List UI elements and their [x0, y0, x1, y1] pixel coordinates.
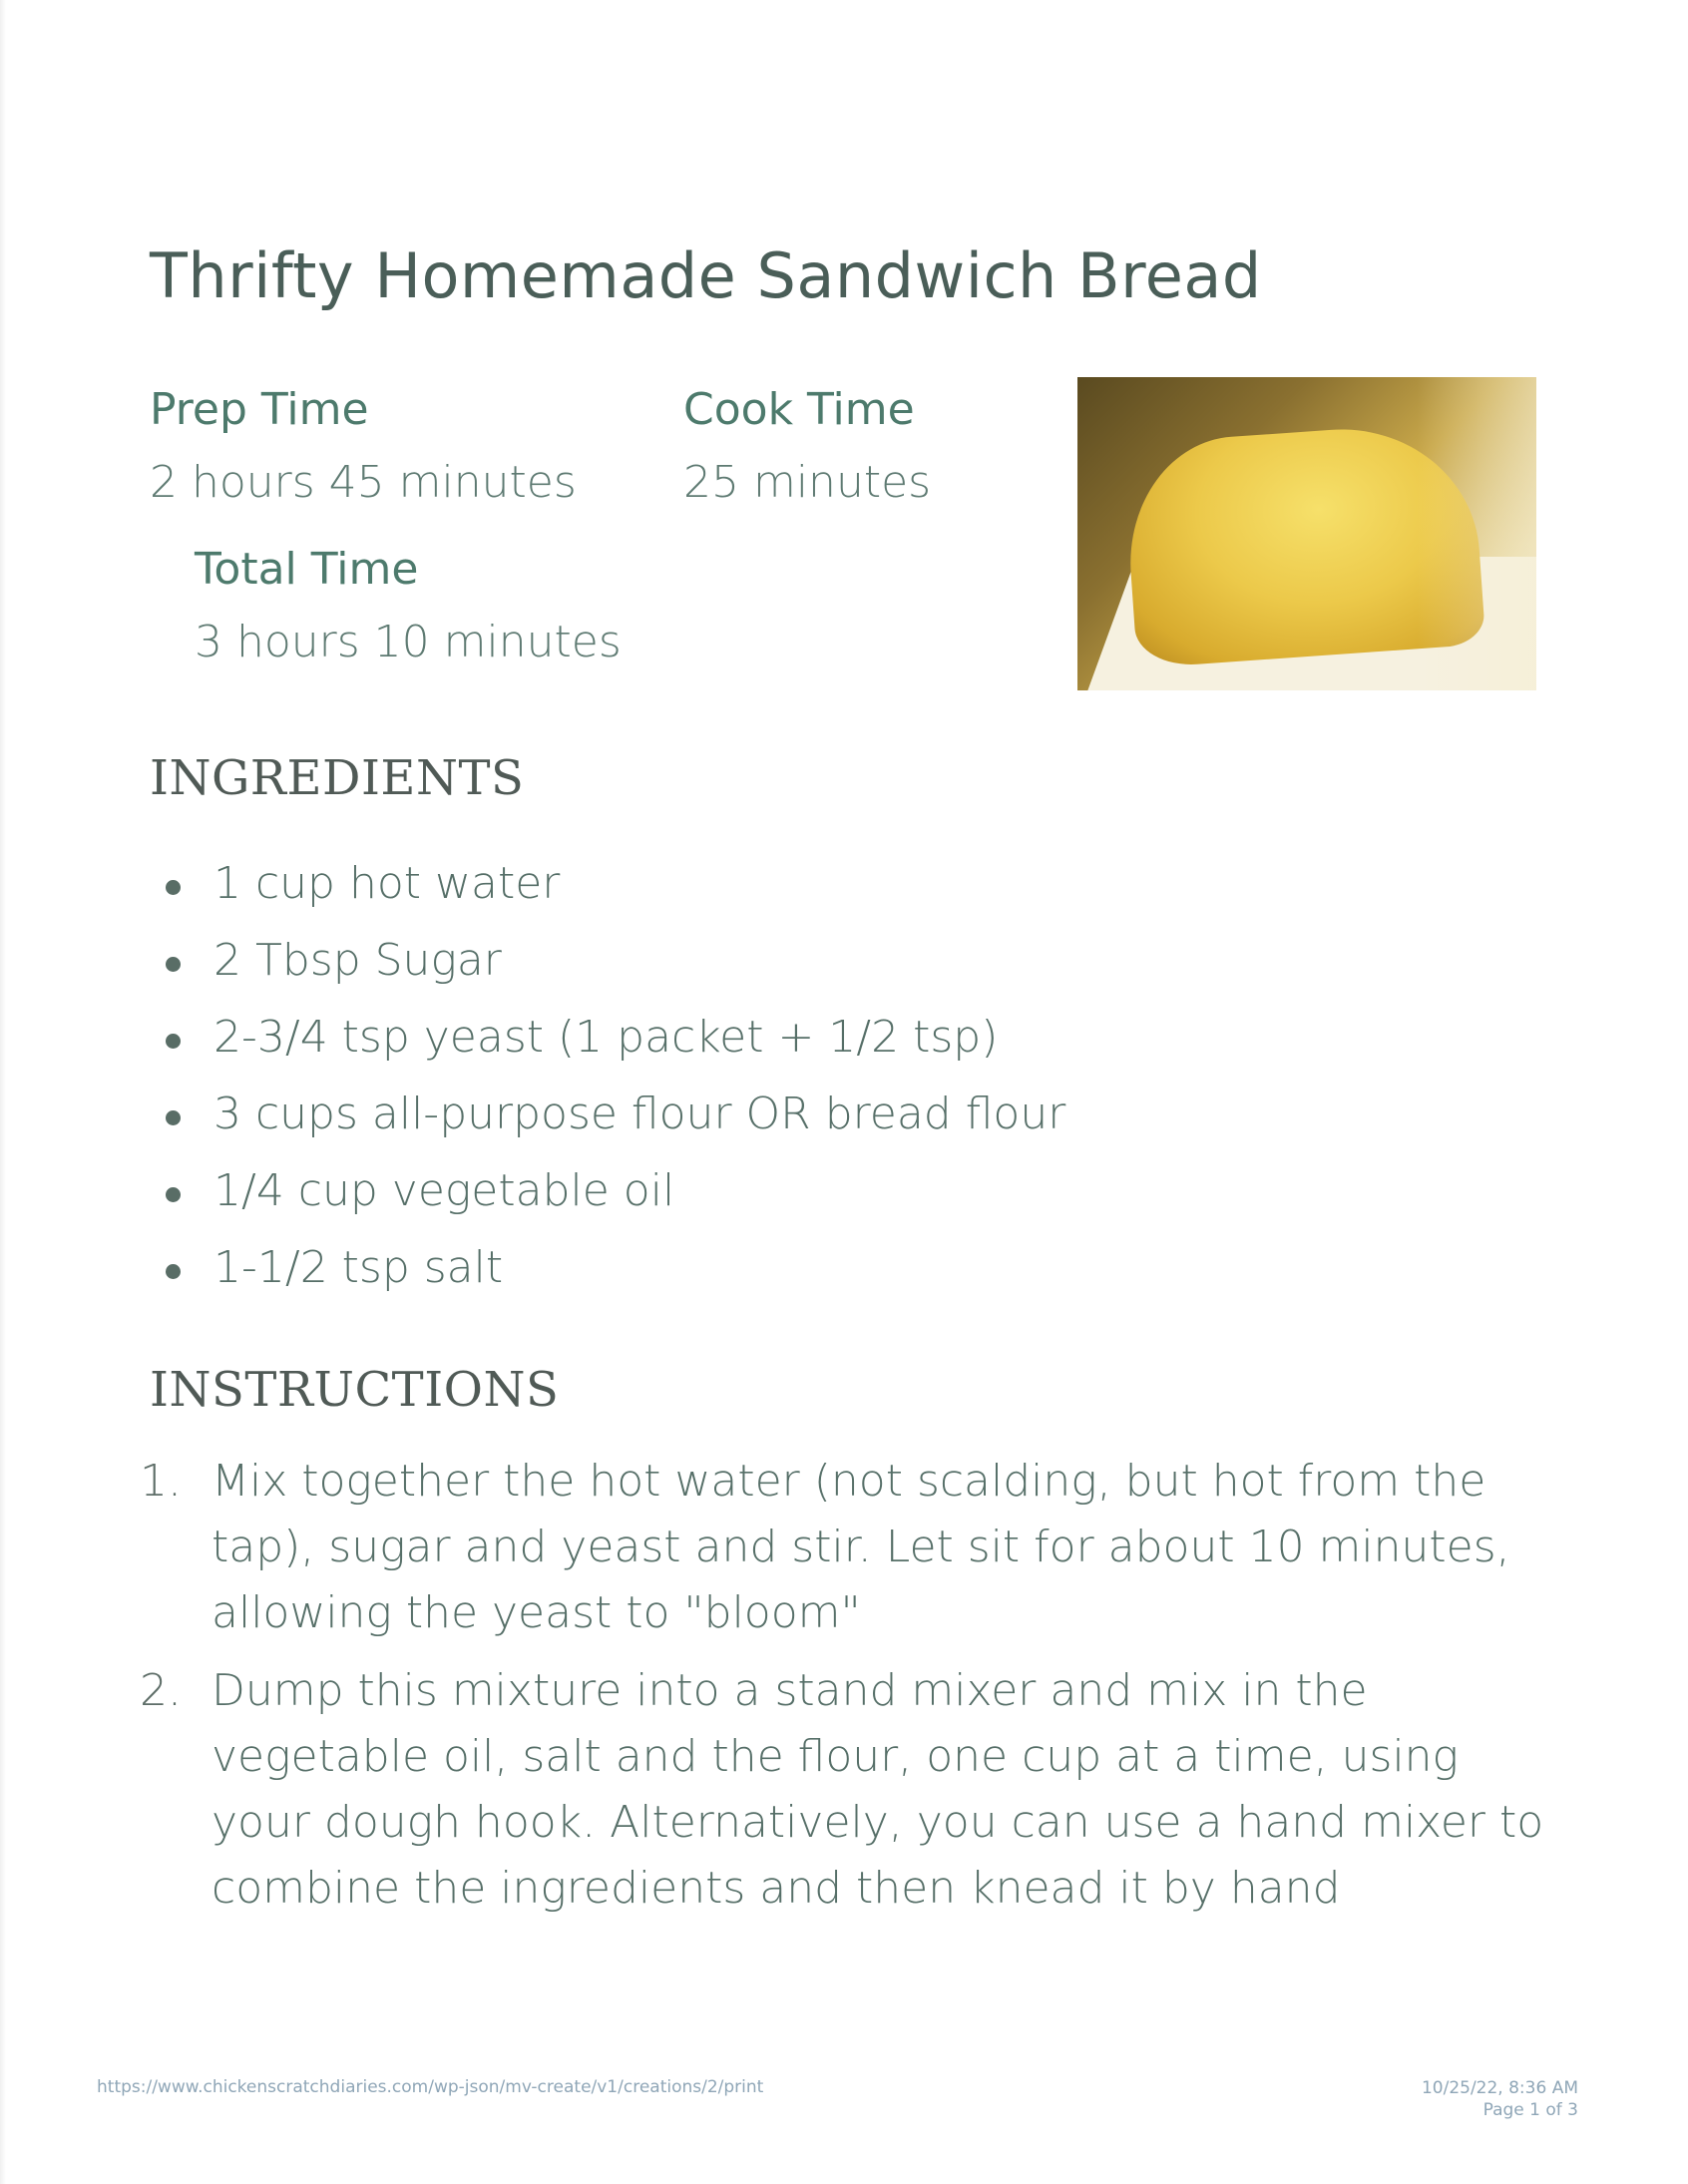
bullet-icon: [166, 880, 181, 895]
step-text: Mix together the hot water (not scalding, but hot from the tap), sugar and yeast and stir. Let sit for about 10 minutes, allowing the yeast to "bloom": [211, 1456, 1510, 1638]
ingredient-text: 1-1/2 tsp salt: [213, 1242, 504, 1293]
total-time-label: Total Time: [195, 544, 419, 595]
footer-page-number: Page 1 of 3: [1482, 2100, 1578, 2120]
step-number: 2.: [140, 1665, 182, 1716]
ingredients-list: [150, 858, 1065, 1319]
ingredient-item: [150, 858, 1065, 935]
ingredient-text: 2 Tbsp Sugar: [213, 935, 502, 986]
footer-datetime: 10/25/22, 8:36 AM: [1421, 2078, 1578, 2098]
total-time-value: 3 hours 10 minutes: [195, 617, 622, 667]
bullet-icon: [166, 1034, 181, 1049]
cook-time-block: [683, 384, 931, 508]
ingredient-text: 1/4 cup vegetable oil: [213, 1165, 675, 1216]
photo-highlight: [1417, 377, 1536, 690]
ingredient-text: 2-3/4 tsp yeast (1 packet + 1/2 tsp): [213, 1012, 999, 1063]
instruction-step: [140, 1449, 1556, 1646]
footer-meta: [1422, 2077, 1578, 2121]
instructions-list: [140, 1449, 1556, 1934]
ingredient-item: [150, 1165, 1065, 1242]
prep-time-label: Prep Time: [150, 384, 369, 435]
total-time-block: [195, 544, 622, 667]
recipe-title: Thrifty Homemade Sandwich Bread: [150, 239, 1262, 312]
step-number: 1.: [140, 1456, 182, 1507]
ingredient-item: [150, 1242, 1065, 1319]
footer-url: https://www.chickenscratchdiaries.com/wp-json/mv-create/v1/creations/2/print: [97, 2077, 764, 2097]
ingredient-item: [150, 1012, 1065, 1089]
ingredient-text: 3 cups all-purpose flour OR bread flour: [213, 1089, 1066, 1139]
scan-edge-shadow: [0, 0, 6, 2184]
prep-time-block: [150, 384, 577, 508]
ingredient-item: [150, 935, 1065, 1012]
bullet-icon: [166, 957, 181, 972]
bullet-icon: [166, 1110, 181, 1125]
instruction-step: [140, 1658, 1556, 1922]
instructions-heading: INSTRUCTIONS: [150, 1362, 560, 1418]
ingredient-item: [150, 1089, 1065, 1165]
bread-loaf-photo: [1077, 377, 1536, 690]
ingredient-text: 1 cup hot water: [213, 858, 561, 909]
prep-time-value: 2 hours 45 minutes: [150, 457, 577, 508]
cook-time-label: Cook Time: [683, 384, 915, 435]
ingredients-heading: INGREDIENTS: [150, 750, 525, 806]
step-text: Dump this mixture into a stand mixer and mix in the vegetable oil, salt and the flour, one cup at a time, using your dough hook. Alternatively, you can use a hand mixer to combine the ingredients and then knead it by hand: [211, 1665, 1544, 1914]
bullet-icon: [166, 1187, 181, 1202]
bullet-icon: [166, 1264, 181, 1279]
cook-time-value: 25 minutes: [683, 457, 932, 508]
